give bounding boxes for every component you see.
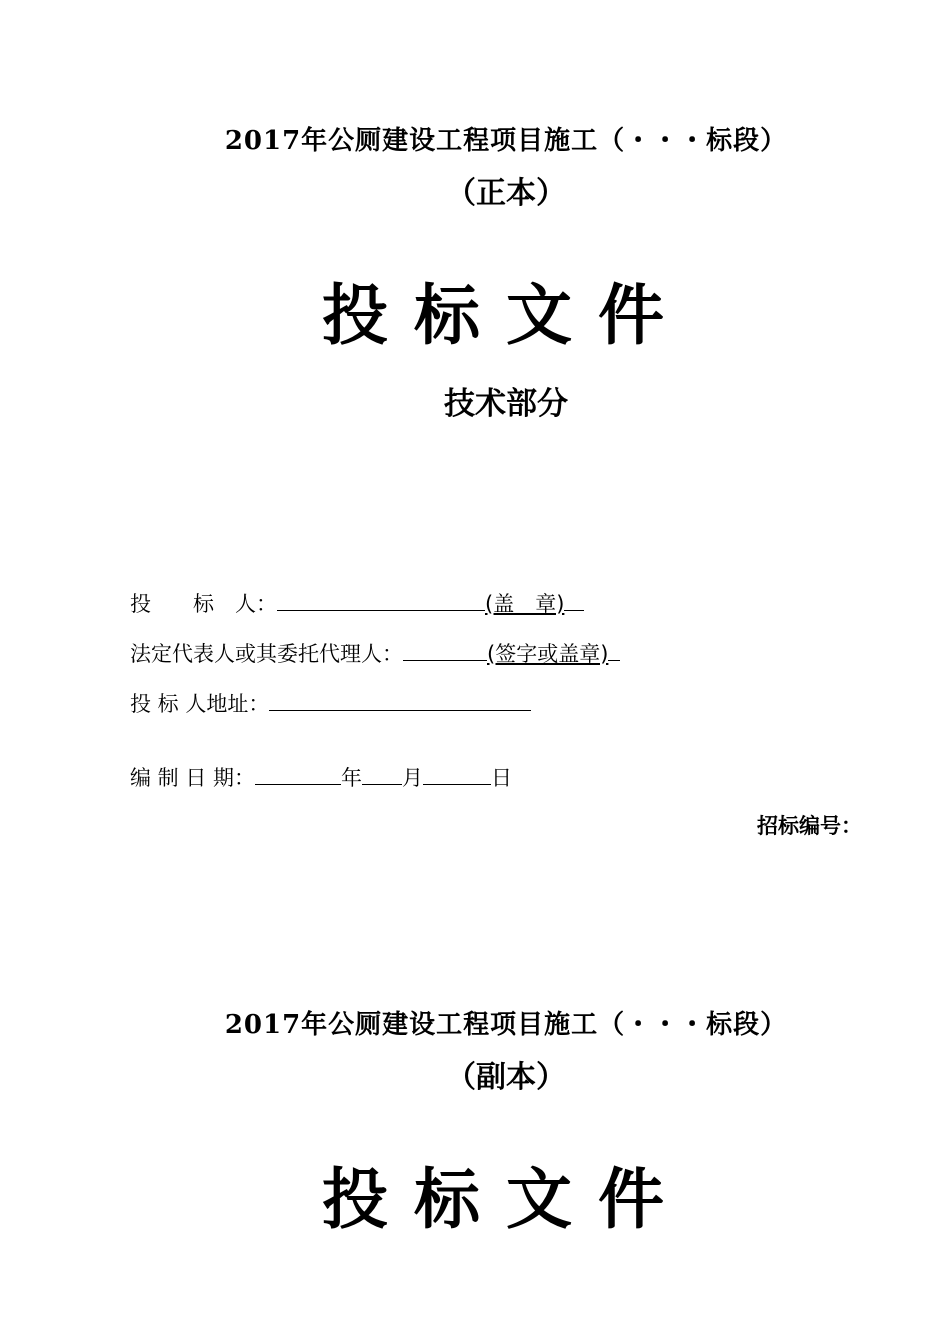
legal-rep-blank-tail	[608, 638, 620, 661]
bidder-row	[130, 588, 584, 618]
bidder-blank[interactable]	[277, 588, 485, 611]
document-title: 投标文件	[322, 276, 690, 354]
date-label: 编 制 日 期：	[130, 766, 256, 790]
project-title-copy: 2017年公厕建设工程项目施工（・・・标段）	[224, 1010, 788, 1040]
address-row	[130, 688, 531, 718]
project-title: 2017年公厕建设工程项目施工（・・・标段）	[224, 126, 788, 156]
bidder-seal-note: (盖 章)	[485, 592, 565, 616]
month-blank[interactable]	[362, 762, 402, 785]
document-title-copy: 投标文件	[322, 1160, 690, 1238]
day-label: 日	[491, 766, 513, 790]
year-blank[interactable]	[255, 762, 341, 785]
bidder-blank-tail	[564, 588, 584, 611]
date-row	[130, 762, 512, 792]
year-label: 年	[341, 766, 363, 790]
legal-rep-row	[130, 638, 620, 668]
month-label: 月	[402, 766, 424, 790]
edition-label-copy: （副本）	[446, 1060, 566, 1095]
bid-number-label: 招标编号：	[757, 813, 862, 838]
address-blank[interactable]	[269, 688, 531, 711]
edition-label-original: （正本）	[446, 176, 566, 211]
section-title: 技术部分	[444, 386, 568, 422]
bidder-label: 投 标 人：	[130, 592, 277, 616]
legal-rep-label: 法定代表人或其委托代理人：	[130, 642, 403, 666]
address-label: 投 标 人地址：	[130, 692, 270, 716]
day-blank[interactable]	[423, 762, 491, 785]
legal-rep-blank[interactable]	[403, 638, 487, 661]
legal-rep-sign-note: (签字或盖章)	[487, 642, 609, 666]
